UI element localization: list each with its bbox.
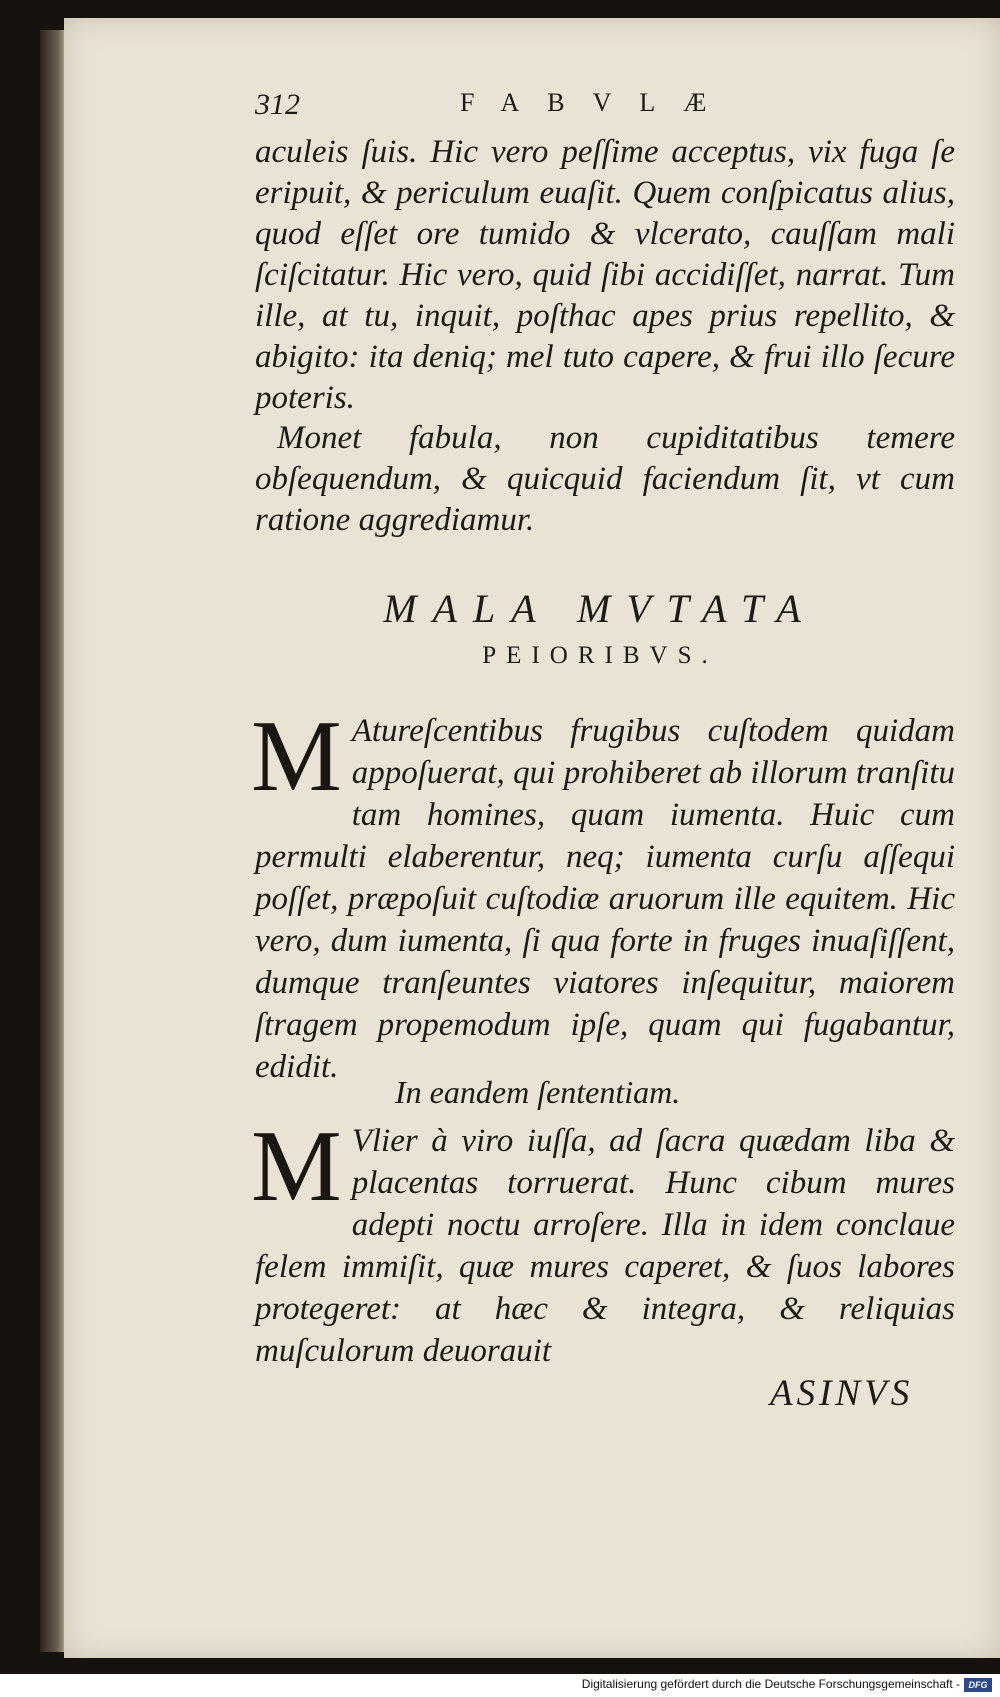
dfg-logo: DFG	[964, 1678, 992, 1692]
page-header	[255, 88, 875, 128]
second-fable-paragraph	[251, 1110, 955, 1372]
drop-cap-initial: M	[251, 700, 342, 813]
funding-credit: Digitalisierung gefördert durch die Deutsche Forschungsgemeinschaft -	[581, 1677, 960, 1691]
fable-title-line2: PEIORIBVS.	[482, 642, 718, 669]
second-fable-text: Vlier à viro iuſſa, ad ſacra quædam liba & placentas torruerat. Hunc cibum mures adepti noctu arroſere. Illa in idem conclaue felem immiſit, quæ mures caperet, & ſuos labores protegeret: at hæc & integra, & reliquias muſculorum deuorauit	[255, 1123, 955, 1369]
drop-cap-initial: M	[251, 1110, 342, 1223]
moral-paragraph: Monet fabula, non cupiditatibus temere obſequendum, & quicquid faciendum ſit, vt cum ratione aggrediamur.	[255, 420, 955, 538]
fable-title-line1: MALA MVTATA	[383, 586, 817, 631]
running-title: FABVLÆ	[460, 88, 735, 117]
page-number: 312	[255, 88, 300, 121]
fable-body-paragraph	[251, 700, 955, 1088]
section-subheading: In eandem ſententiam.	[395, 1074, 681, 1110]
fable-body-text: Atureſcentibus frugibus cuſtodem quidam appoſuerat, qui prohiberet ab illorum tranſitu tam homines, quam iumenta. Huic cum permulti elaberentur, neq; iumenta curſu aſſequi poſſet, præpoſuit cuſtodiæ aruorum ille equitem. Hic vero, dum iumenta, ſi qua forte in fruges inuaſiſſent, dumque tranſeuntes viatores inſequitur, maiorem ſtragem propemodum ipſe, quam qui fugabantur, edidit.	[255, 713, 955, 1085]
fable-end-paragraph: aculeis ſuis. Hic vero peſſime acceptus, vix fuga ſe eripuit, & periculum euaſit. Quem conſpicatus alius, quod eſſet ore tumido & vlcerato, cauſſam mali ſciſcitatur. Hic vero, quid ſibi accidiſſet, narrat. Tum ille, at tu, inquit, poſthac apes prius repellito, & abigito: ita deniq; mel tuto capere, & frui illo ſecure poteris.	[255, 134, 955, 416]
catchword: ASINVS	[770, 1373, 914, 1414]
digitization-footer	[0, 1674, 1000, 1697]
